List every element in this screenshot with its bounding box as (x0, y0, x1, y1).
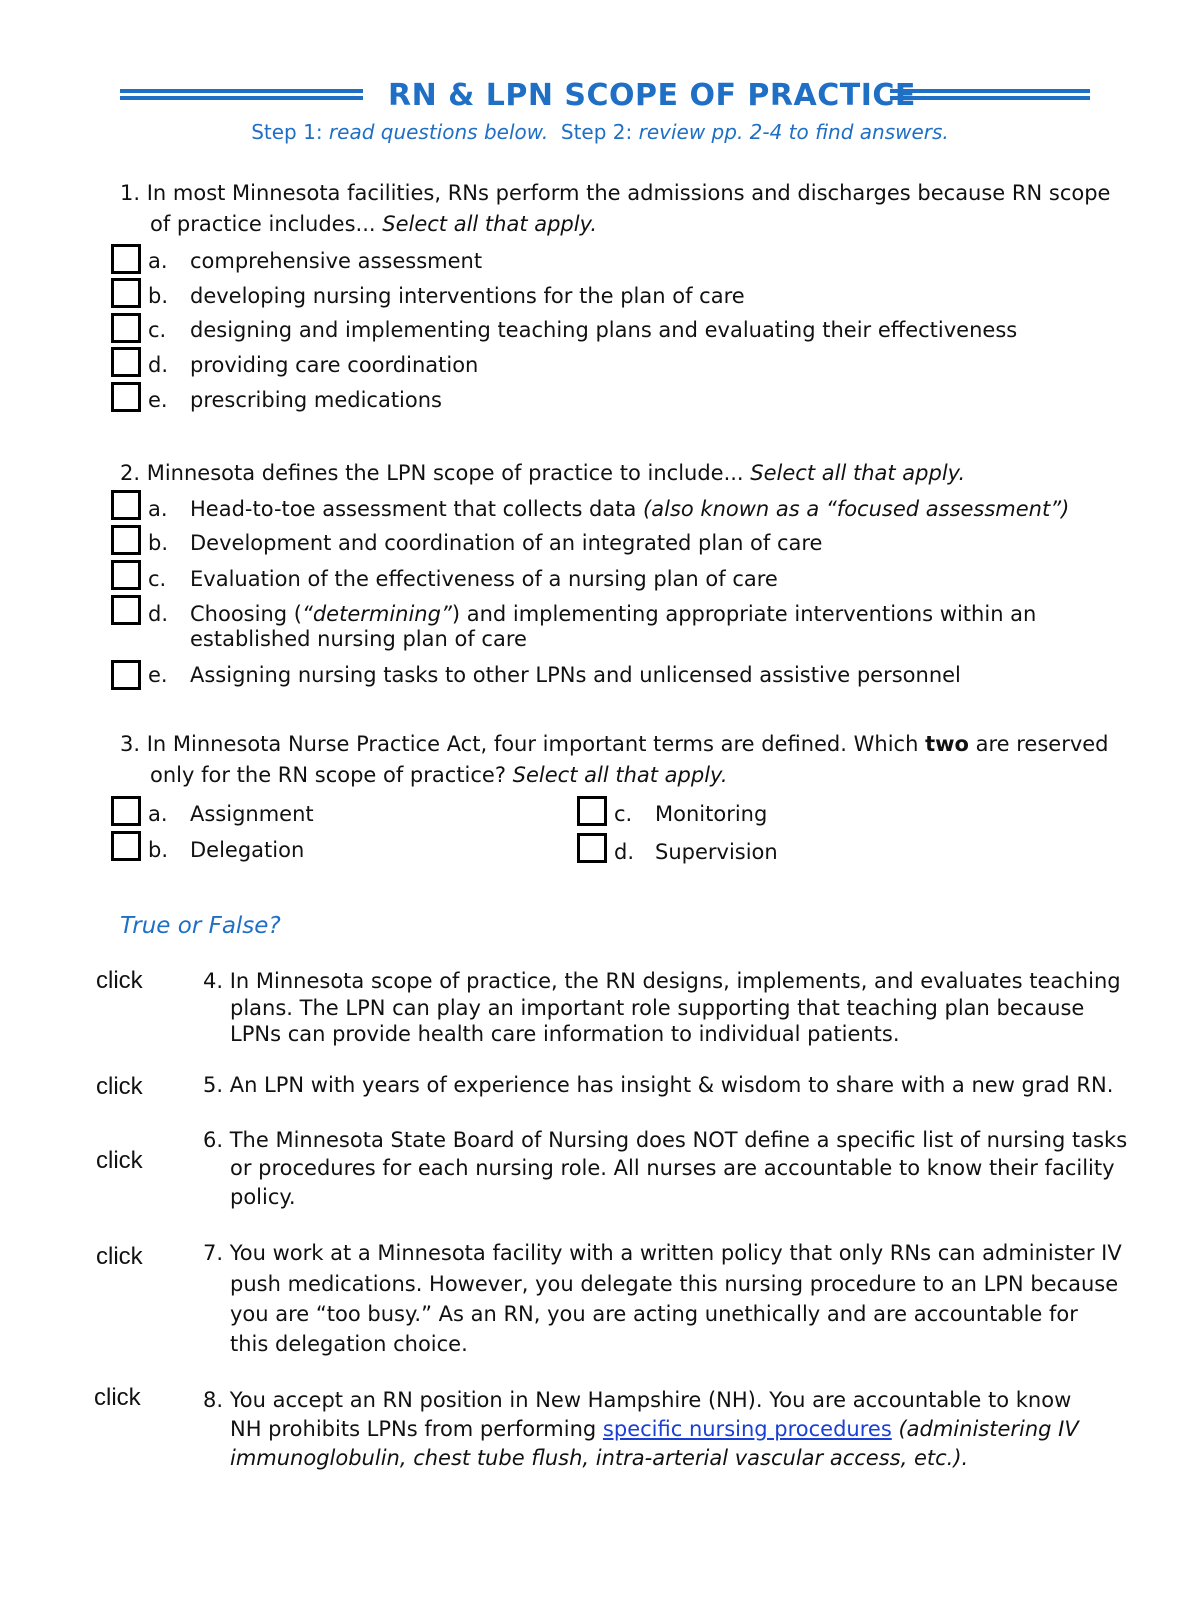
q2-checkbox-d[interactable] (111, 595, 141, 625)
q2-option-b-letter: b. (148, 531, 169, 555)
q1-option-d-text: providing care coordination (190, 353, 479, 377)
q1-option-c-letter: c. (148, 318, 167, 342)
specific-nursing-procedures-link[interactable]: specific nursing procedures (602, 1417, 892, 1441)
title-rule-right (890, 89, 1090, 105)
page-title: RN & LPN SCOPE OF PRACTICE (388, 78, 916, 113)
q3-checkbox-a[interactable] (111, 796, 141, 826)
q3-stem-line1: 3. In Minnesota Nurse Practice Act, four important terms are defined. Which two are reserved (120, 732, 1109, 756)
q4-line2: plans. The LPN can play an important role supporting that teaching plan because (230, 996, 1085, 1020)
q1-checkbox-b[interactable] (111, 278, 141, 308)
q2-option-d-text: Choosing (“determining”) and implementing appropriate interventions within an (190, 602, 1037, 626)
q3-stem-line2: only for the RN scope of practice? Select all that apply. (150, 763, 728, 787)
q3-option-b-letter: b. (148, 838, 169, 862)
q2-checkbox-a[interactable] (111, 490, 141, 520)
true-false-heading: True or False? (120, 913, 281, 939)
q2-checkbox-e[interactable] (111, 660, 141, 690)
q6-line1: 6. The Minnesota State Board of Nursing does NOT define a specific list of nursing tasks (203, 1128, 1128, 1152)
q3-checkbox-b[interactable] (111, 831, 141, 861)
title-rule-left (120, 89, 363, 105)
q3-option-a-text: Assignment (190, 802, 314, 826)
q1-stem-line2: of practice includes... Select all that apply. (150, 212, 598, 236)
q1-option-e-letter: e. (148, 388, 168, 412)
q3-option-a-letter: a. (148, 802, 168, 826)
q3-checkbox-d[interactable] (577, 833, 607, 863)
q2-option-e-letter: e. (148, 663, 168, 687)
q1-checkbox-c[interactable] (111, 313, 141, 343)
q1-option-a-letter: a. (148, 249, 168, 273)
q1-stem-line1: 1. In most Minnesota facilities, RNs perform the admissions and discharges because RN scope (120, 181, 1111, 205)
q5-line1: 5. An LPN with years of experience has insight & wisdom to share with a new grad RN. (203, 1073, 1114, 1097)
q2-option-d-letter: d. (148, 602, 169, 626)
q3-option-d-letter: d. (614, 840, 635, 864)
q1-option-e-text: prescribing medications (190, 388, 442, 412)
q2-option-c-letter: c. (148, 567, 167, 591)
q7-line2: push medications. However, you delegate this nursing procedure to an LPN because (230, 1272, 1119, 1296)
q8-line1: 8. You accept an RN position in New Hampshire (NH). You are accountable to know (203, 1388, 1072, 1412)
q3-option-c-letter: c. (614, 802, 633, 826)
q2-stem: 2. Minnesota defines the LPN scope of practice to include... Select all that apply. (120, 461, 966, 485)
q2-option-e-text: Assigning nursing tasks to other LPNs and unlicensed assistive personnel (190, 663, 961, 687)
q8-click-button[interactable]: click (94, 1384, 141, 1411)
q1-option-d-letter: d. (148, 353, 169, 377)
q1-option-c-text: designing and implementing teaching plans and evaluating their effectiveness (190, 318, 1018, 342)
q6-line3: policy. (230, 1185, 296, 1209)
q1-option-b-letter: b. (148, 284, 169, 308)
q3-option-d-text: Supervision (655, 840, 778, 864)
q7-line3: you are “too busy.” As an RN, you are acting unethically and are accountable for (230, 1302, 1078, 1326)
q1-checkbox-e[interactable] (111, 382, 141, 412)
q7-line1: 7. You work at a Minnesota facility with a written policy that only RNs can administer IV (203, 1241, 1122, 1265)
q8-line2: NH prohibits LPNs from performing specific nursing procedures (administering IV (230, 1417, 1079, 1441)
q1-option-b-text: developing nursing interventions for the plan of care (190, 284, 745, 308)
q7-line4: this delegation choice. (230, 1332, 468, 1356)
q2-option-d-text-line2: established nursing plan of care (190, 627, 527, 651)
q2-option-a-text: Head-to-toe assessment that collects data (also known as a “focused assessment”) (190, 497, 1070, 521)
q2-checkbox-c[interactable] (111, 560, 141, 590)
q4-line3: LPNs can provide health care information to individual patients. (230, 1022, 900, 1046)
q2-option-a-letter: a. (148, 497, 168, 521)
q6-click-button[interactable]: click (96, 1147, 143, 1174)
q6-line2: or procedures for each nursing role. All nurses are accountable to know their facility (230, 1156, 1115, 1180)
q4-line1: 4. In Minnesota scope of practice, the RN designs, implements, and evaluates teaching (203, 969, 1121, 993)
q1-checkbox-a[interactable] (111, 244, 141, 274)
q3-checkbox-c[interactable] (577, 796, 607, 826)
q8-line3: immunoglobulin, chest tube flush, intra-arterial vascular access, etc.). (230, 1446, 969, 1470)
page-subtitle: Step 1: read questions below. Step 2: review pp. 2-4 to find answers. (251, 120, 949, 144)
q1-option-a-text: comprehensive assessment (190, 249, 483, 273)
q2-checkbox-b[interactable] (111, 525, 141, 555)
q4-click-button[interactable]: click (96, 967, 143, 994)
q1-checkbox-d[interactable] (111, 347, 141, 377)
q3-option-b-text: Delegation (190, 838, 305, 862)
q7-click-button[interactable]: click (96, 1243, 143, 1270)
q3-option-c-text: Monitoring (655, 802, 768, 826)
q5-click-button[interactable]: click (96, 1073, 143, 1100)
q2-option-b-text: Development and coordination of an integrated plan of care (190, 531, 823, 555)
q2-option-c-text: Evaluation of the effectiveness of a nursing plan of care (190, 567, 778, 591)
